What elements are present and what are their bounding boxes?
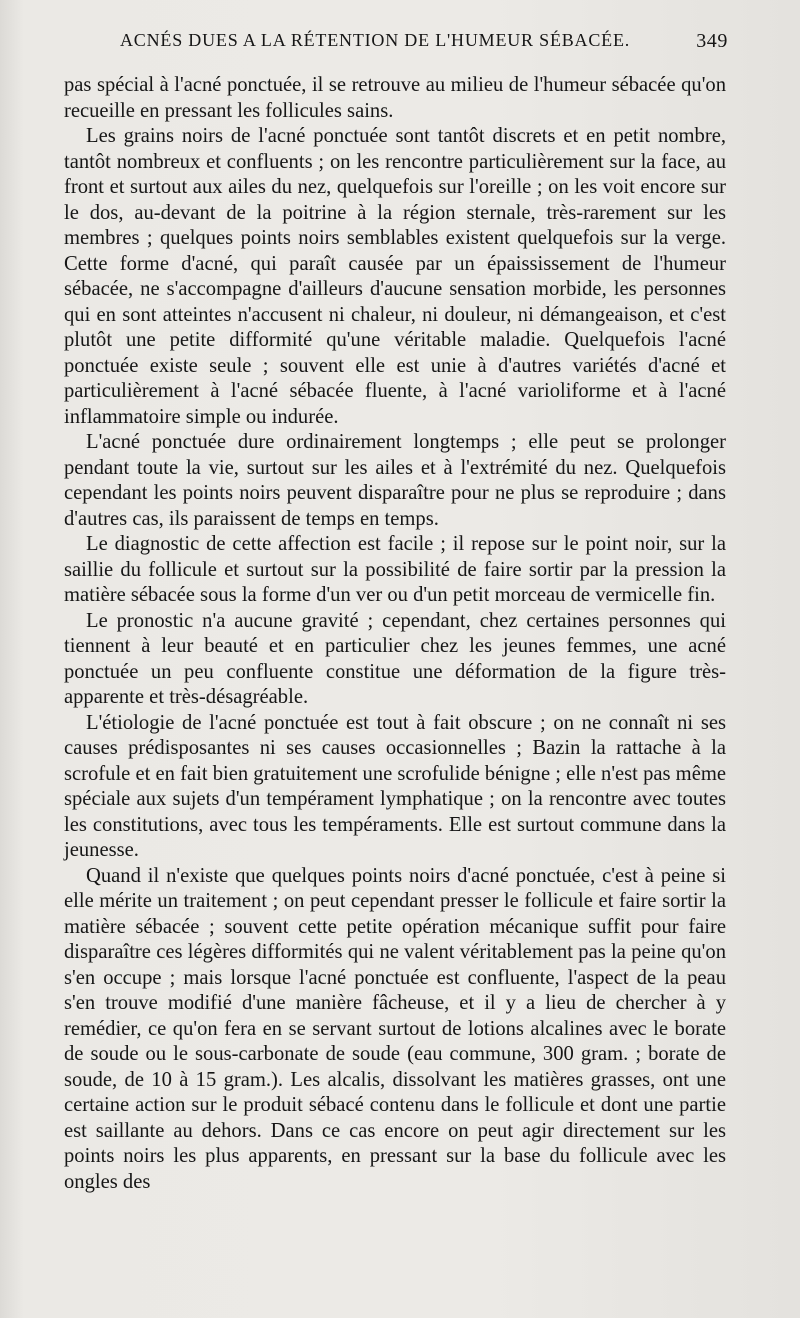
running-title: ACNÉS DUES A LA RÉTENTION DE L'HUMEUR SÉBACÉE. <box>120 30 631 50</box>
paragraph-etiology: L'étiologie de l'acné ponctuée est tout à fait obscure ; on ne connaît ni ses causes prédisposantes ni ses causes occasionnelles ; Bazin la rattache à la scrofule et en fait bien gratuitement une scrofulide bénigne ; elle n'est pas même spéciale aux sujets d'un tempérament lymphatique ; on la rencontre avec toutes les constitutions, avec tous les tempéraments. Elle est surtout commune dans la jeunesse. <box>64 711 726 861</box>
paragraph-duration: L'acné ponctuée dure ordinairement longtemps ; elle peut se prolonger pendant toute la vie, surtout sur les ailes et à l'extrémité du nez. Quelquefois cependant les points noirs peuvent disparaître pour ne plus se reproduire ; dans d'autres cas, ils paraissent de temps en temps. <box>64 431 726 530</box>
paragraph-prognosis: Le pronostic n'a aucune gravité ; cependant, chez certaines personnes qui tiennent à leur beauté et en particulier chez les jeunes femmes, une acné ponctuée un peu confluente constitue une déformation de la figure très-apparente et très-désagréable. <box>64 609 726 708</box>
paragraph-diagnosis: Le diagnostic de cette affection est facile ; il repose sur le point noir, sur la saillie du follicule et surtout sur la possibilité de faire sortir par la pression la matière sébacée sous la forme d'un ver ou d'un petit morceau de vermicelle fin. <box>64 533 726 606</box>
paragraph-continuation: pas spécial à l'acné ponctuée, il se retrouve au milieu de l'humeur sébacée qu'on recueille en pressant les follicules sains. <box>64 74 726 122</box>
page-number: 349 <box>696 30 728 52</box>
running-head <box>120 30 728 60</box>
paragraph-black-grains: Les grains noirs de l'acné ponctuée sont tantôt discrets et en petit nombre, tantôt nombreux et confluents ; on les rencontre particulièrement sur la face, au front et surtout aux ailes du nez, quelquefois sur l'oreille ; on les voit encore sur le dos, au-devant de la poitrine à la région sternale, très-rarement sur les membres ; quelques points noirs semblables existent quelquefois sur la verge. Cette forme d'acné, qui paraît causée par un épaississement de l'humeur sébacée, ne s'accompagne d'ailleurs d'aucune sensation morbide, les personnes qui en sont atteintes n'accusent ni chaleur, ni douleur, ni démangeaison, et c'est plutôt une petite difformité qu'une véritable maladie. Quelquefois l'acné ponctuée existe seule ; souvent elle est unie à d'autres variétés d'acné et particulièrement à l'acné sébacée fluente, à l'acné varioliforme et à l'acné inflammatoire simple ou indurée. <box>64 125 726 428</box>
body-text <box>64 73 726 1195</box>
paragraph-treatment: Quand il n'existe que quelques points noirs d'acné ponctuée, c'est à peine si elle mérite un traitement ; on peut cependant presser le follicule et faire sortir la matière sébacée ; souvent cette petite opération mécanique suffit pour faire disparaître ces légères difformités qui ne valent véritablement pas la peine qu'on s'en occupe ; mais lorsque l'acné ponctuée est confluente, l'aspect de la peau s'en trouve modifié d'une manière fâcheuse, et il y a lieu de chercher à y remédier, ce qu'on fera en se servant surtout de lotions alcalines avec le borate de soude ou le sous-carbonate de soude (eau commune, 300 gram. ; borate de soude, de 10 à 15 gram.). Les alcalis, dissolvant les matières grasses, ont une certaine action sur le produit sébacé contenu dans le follicule et dont une partie est saillante au dehors. Dans ce cas encore on peut agir directement sur les points noirs les plus apparents, en pressant sur la base du follicule avec les ongles des <box>64 864 726 1193</box>
